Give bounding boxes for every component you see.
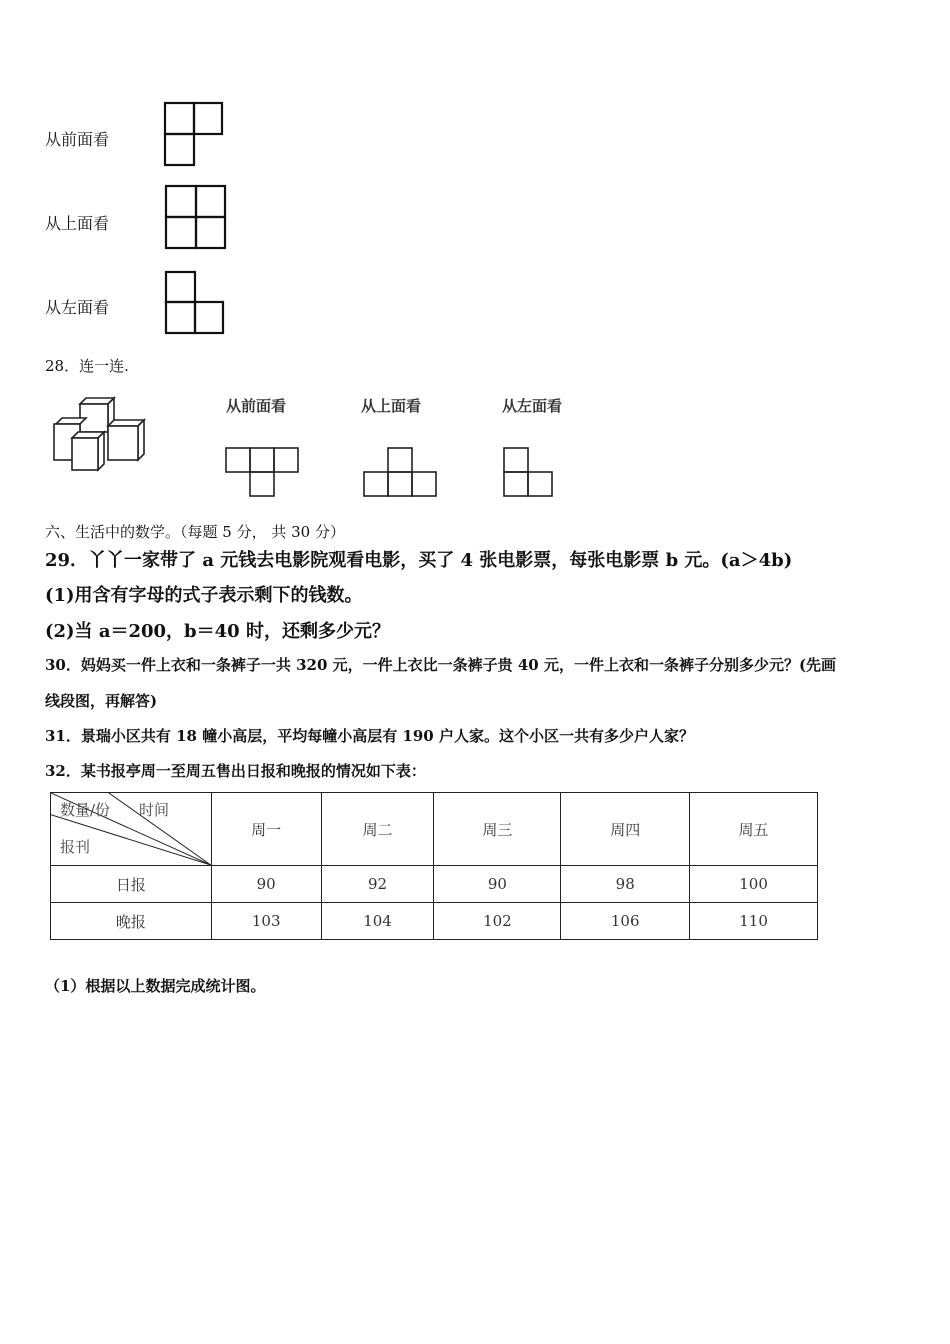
- front-view-figure: [163, 101, 225, 167]
- q28-left-title: 从左面看: [502, 397, 563, 415]
- q28-front-title: 从前面看: [226, 397, 287, 415]
- q28-top-title: 从上面看: [361, 397, 422, 415]
- question-29: 29．丫丫一家带了 a 元钱去电影院观看电影，买了 4 张电影票，每张电影票 b 元。(a＞4b): [45, 550, 793, 571]
- question-32-part-1: （1）根据以上数据完成统计图。: [45, 977, 266, 995]
- table-cell: 110: [690, 903, 818, 940]
- question-30-line-2: 线段图，再解答): [45, 692, 158, 710]
- header-day: 周四: [561, 793, 690, 866]
- question-29-part-1: (1)用含有字母的式子表示剩下的钱数。: [45, 585, 363, 606]
- table-cell: 104: [321, 903, 434, 940]
- question-30-line-1: 30．妈妈买一件上衣和一条裤子一共 320 元，一件上衣比一条裤子贵 40 元，一件上衣和一条裤子分别多少元？(先画: [45, 656, 837, 674]
- table-cell: 90: [211, 866, 321, 903]
- table-cell: 90: [434, 866, 561, 903]
- left-view-label: 从左面看: [45, 298, 110, 317]
- corner-time-label: 时间: [139, 801, 170, 819]
- section-6-title: 六、生活中的数学。（每题 5 分， 共 30 分）: [45, 523, 345, 541]
- table-cell: 98: [561, 866, 690, 903]
- corner-quantity-label: 数量/份: [60, 801, 111, 819]
- question-28: 28．连一连.: [45, 357, 129, 375]
- table-cell: 92: [321, 866, 434, 903]
- table-header-row: [51, 793, 818, 866]
- question-29-part-2: (2)当 a＝200，b＝40 时，还剩多少元？: [45, 621, 390, 642]
- question-32: 32．某书报亭周一至周五售出日报和晚报的情况如下表：: [45, 762, 426, 780]
- table-row: [51, 866, 818, 903]
- q28-shape-a: [224, 446, 302, 498]
- top-view-figure: [164, 184, 228, 250]
- table-row: [51, 903, 818, 940]
- header-day: 周一: [211, 793, 321, 866]
- left-view-figure: [164, 270, 226, 336]
- header-day: 周三: [434, 793, 561, 866]
- cube-stack-figure: [50, 394, 148, 474]
- table-cell: 100: [690, 866, 818, 903]
- front-view-label: 从前面看: [45, 130, 110, 149]
- q28-shape-b: [362, 446, 440, 498]
- header-day: 周五: [690, 793, 818, 866]
- row-label: 晚报: [51, 903, 212, 940]
- table-cell: 106: [561, 903, 690, 940]
- question-31: 31．景瑞小区共有 18 幢小高层，平均每幢小高层有 190 户人家。这个小区一共有多少户人家？: [45, 727, 694, 745]
- table-cell: 103: [211, 903, 321, 940]
- top-view-label: 从上面看: [45, 214, 110, 233]
- header-day: 周二: [321, 793, 434, 866]
- table-corner-cell: [51, 793, 212, 866]
- corner-paper-label: 报刊: [60, 838, 91, 856]
- table-cell: 102: [434, 903, 561, 940]
- q28-shape-c: [502, 446, 556, 498]
- newspaper-sales-table: [50, 792, 818, 940]
- row-label: 日报: [51, 866, 212, 903]
